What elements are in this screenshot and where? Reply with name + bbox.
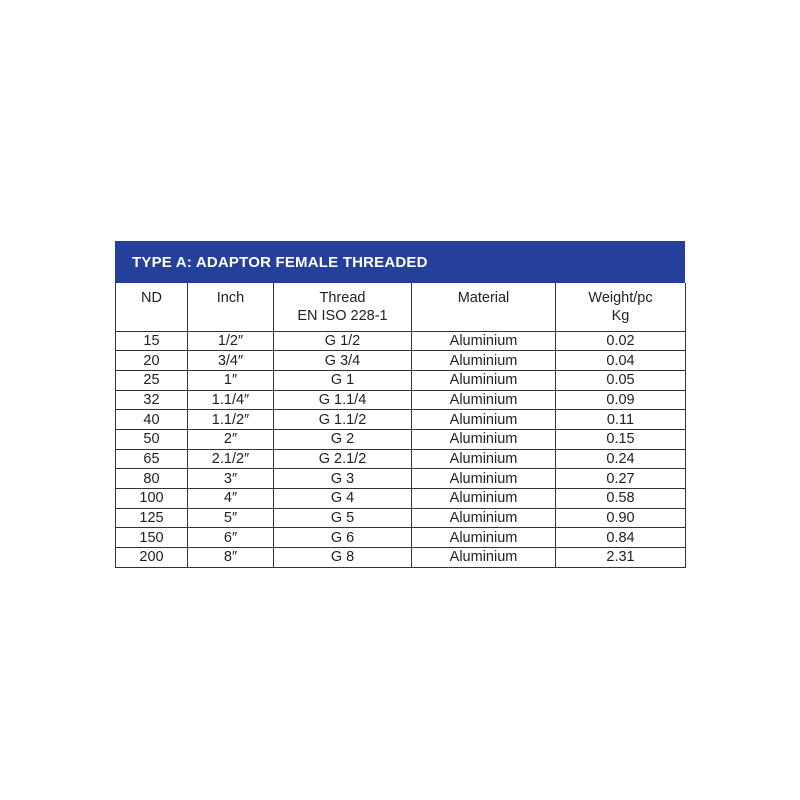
table-row xyxy=(116,548,686,568)
cell-inch: 3″ xyxy=(188,469,274,489)
cell-thread: G 1 xyxy=(274,370,412,390)
table-row xyxy=(116,351,686,371)
cell-inch: 5″ xyxy=(188,508,274,528)
cell-nd: 25 xyxy=(116,370,188,390)
cell-nd: 15 xyxy=(116,331,188,351)
cell-nd: 50 xyxy=(116,429,188,449)
cell-thread: G 3 xyxy=(274,469,412,489)
table-row xyxy=(116,331,686,351)
column-header-thread xyxy=(274,283,412,331)
cell-material: Aluminium xyxy=(412,469,556,489)
column-header-sublabel: Kg xyxy=(611,308,630,324)
cell-weight: 0.84 xyxy=(556,528,686,548)
cell-material: Aluminium xyxy=(412,449,556,469)
cell-weight: 0.04 xyxy=(556,351,686,371)
cell-inch: 1/2″ xyxy=(188,331,274,351)
cell-thread: G 1.1/4 xyxy=(274,390,412,410)
cell-thread: G 4 xyxy=(274,489,412,509)
cell-weight: 0.09 xyxy=(556,390,686,410)
cell-weight: 0.11 xyxy=(556,410,686,430)
cell-thread: G 2.1/2 xyxy=(274,449,412,469)
column-header-weight xyxy=(556,283,686,331)
cell-thread: G 5 xyxy=(274,508,412,528)
spec-table xyxy=(115,283,686,568)
cell-nd: 125 xyxy=(116,508,188,528)
cell-inch: 1.1/2″ xyxy=(188,410,274,430)
cell-material: Aluminium xyxy=(412,390,556,410)
table-row xyxy=(116,508,686,528)
cell-weight: 0.02 xyxy=(556,331,686,351)
cell-weight: 0.15 xyxy=(556,429,686,449)
cell-nd: 100 xyxy=(116,489,188,509)
table-row xyxy=(116,449,686,469)
column-header-material xyxy=(412,283,556,331)
cell-material: Aluminium xyxy=(412,370,556,390)
cell-nd: 200 xyxy=(116,548,188,568)
column-header-label: Material xyxy=(457,290,510,306)
cell-weight: 0.27 xyxy=(556,469,686,489)
table-row xyxy=(116,410,686,430)
cell-nd: 40 xyxy=(116,410,188,430)
table-title-banner: TYPE A: ADAPTOR FEMALE THREADED xyxy=(115,241,685,283)
cell-inch: 3/4″ xyxy=(188,351,274,371)
cell-inch: 2″ xyxy=(188,429,274,449)
cell-material: Aluminium xyxy=(412,351,556,371)
column-header-label: Inch xyxy=(216,290,245,306)
table-row xyxy=(116,370,686,390)
table-body xyxy=(116,331,686,567)
cell-weight: 0.90 xyxy=(556,508,686,528)
cell-thread: G 2 xyxy=(274,429,412,449)
table-row xyxy=(116,429,686,449)
cell-nd: 20 xyxy=(116,351,188,371)
cell-thread: G 6 xyxy=(274,528,412,548)
spec-table-block xyxy=(115,241,685,568)
cell-inch: 4″ xyxy=(188,489,274,509)
column-header-label: Weight/pc xyxy=(588,290,653,306)
cell-material: Aluminium xyxy=(412,508,556,528)
cell-weight: 2.31 xyxy=(556,548,686,568)
cell-nd: 80 xyxy=(116,469,188,489)
cell-inch: 6″ xyxy=(188,528,274,548)
cell-material: Aluminium xyxy=(412,548,556,568)
column-header-sublabel: EN ISO 228-1 xyxy=(297,308,388,324)
cell-thread: G 3/4 xyxy=(274,351,412,371)
cell-weight: 0.58 xyxy=(556,489,686,509)
cell-inch: 8″ xyxy=(188,548,274,568)
table-row xyxy=(116,528,686,548)
cell-thread: G 1.1/2 xyxy=(274,410,412,430)
cell-material: Aluminium xyxy=(412,528,556,548)
cell-inch: 1″ xyxy=(188,370,274,390)
column-header-label: Thread xyxy=(319,290,366,306)
column-header-label: ND xyxy=(141,290,162,306)
cell-thread: G 8 xyxy=(274,548,412,568)
table-header-row xyxy=(116,283,686,331)
table-row xyxy=(116,469,686,489)
table-row xyxy=(116,390,686,410)
column-header-nd xyxy=(116,283,188,331)
cell-weight: 0.05 xyxy=(556,370,686,390)
table-row xyxy=(116,489,686,509)
cell-inch: 1.1/4″ xyxy=(188,390,274,410)
cell-inch: 2.1/2″ xyxy=(188,449,274,469)
cell-nd: 150 xyxy=(116,528,188,548)
cell-weight: 0.24 xyxy=(556,449,686,469)
cell-nd: 65 xyxy=(116,449,188,469)
cell-material: Aluminium xyxy=(412,331,556,351)
column-header-inch xyxy=(188,283,274,331)
cell-material: Aluminium xyxy=(412,489,556,509)
cell-nd: 32 xyxy=(116,390,188,410)
cell-material: Aluminium xyxy=(412,429,556,449)
cell-thread: G 1/2 xyxy=(274,331,412,351)
cell-material: Aluminium xyxy=(412,410,556,430)
